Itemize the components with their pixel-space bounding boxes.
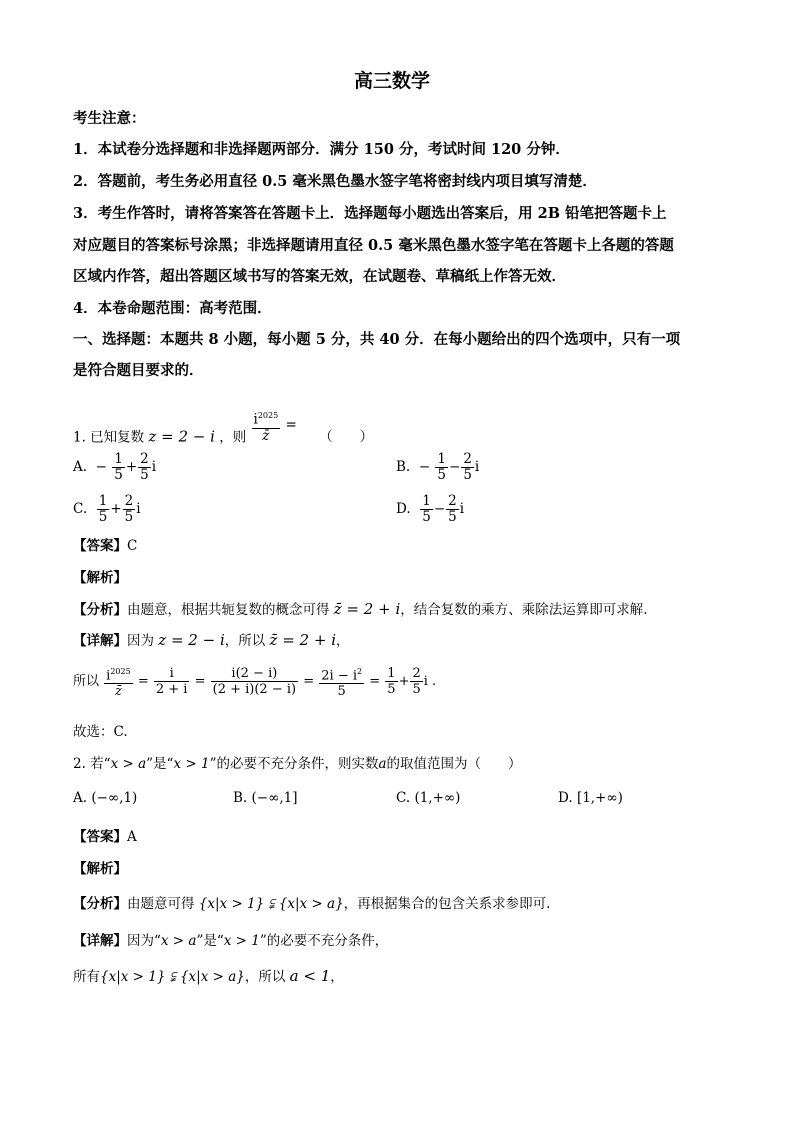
- q1-option-c: C. $\frac{1}{5}$ + $\frac{2}{5}$ i: [73, 493, 141, 525]
- q1-blank: （ ）: [319, 429, 374, 446]
- q1-fenxi: 【分析】由题意，根据共轭复数的概念可得 z̄ = 2 + i，结合复数的乘方、乘除法运算即可求解.: [73, 600, 648, 618]
- notice-heading: 考生注意：: [73, 110, 146, 127]
- q1-expr: z = 2 − i: [148, 427, 215, 446]
- notice-item-3-cont: 对应题目的答案标号涂黑；非选择题请用直径 0.5 毫米黑色墨水签字笔在答题卡上各题的答题: [73, 237, 674, 254]
- q1-mid: ，则: [219, 429, 247, 446]
- q1-conclusion: 故选：C.: [73, 724, 128, 740]
- q1-xiangjie: 【详解】因为 z = 2 − i，所以 z̄ = 2 + i，: [73, 631, 350, 649]
- q2-option-b: B. (−∞,1]: [233, 790, 298, 806]
- section-heading-cont: 是符合题目要求的．: [73, 362, 204, 379]
- q2-analysis-tag: 【解析】: [73, 861, 127, 877]
- q2-option-c: C. (1,+∞): [396, 790, 461, 806]
- question-2: 2. 若“x > a”是“x > 1”的必要不充分条件，则实数a的取值范围为（ ）: [73, 756, 522, 772]
- section-heading: 一、选择题：本题共 8 小题，每小题 5 分，共 40 分．在每小题给出的四个选项中，只有一项: [73, 331, 681, 348]
- q2-conclusion: 所有{x|x > 1} ⫋ {x|x > a}，所以 a < 1，: [73, 967, 344, 985]
- q1-answer: 【答案】C: [73, 538, 138, 554]
- q1-fraction: $\frac{i^{2025}}{z̄}$: [252, 408, 281, 444]
- notice-item-2: 2．答题前，考生务必用直径 0.5 毫米黑色墨水签字笔将密封线内项目填写清楚．: [73, 173, 597, 190]
- notice-item-1: 1．本试卷分选择题和非选择题两部分．满分 150 分，考试时间 120 分钟．: [73, 141, 570, 158]
- notice-item-4: 4．本卷命题范围：高考范围．: [73, 300, 272, 317]
- q2-fenxi: 【分析】由题意可得 {x|x > 1} ⫋ {x|x > a}，再根据集合的包含关系求参即可.: [73, 896, 551, 912]
- q1-option-d: D. $\frac{1}{5}$ − $\frac{2}{5}$ i: [396, 493, 465, 525]
- page-title: 高三数学: [354, 70, 431, 92]
- q1-option-a: A. − $\frac{1}{5}$ + $\frac{2}{5}$ i: [73, 451, 157, 483]
- q2-option-d: D. [1,+∞): [558, 790, 623, 806]
- q1-computation: 所以 $\frac{i^{2025}}{z̄}$ = $\frac{i}{2 + i}$ = $\frac{i(2 - i)}{(2 + i)(2 - i)}$ = $\frac{2i - i^2}{5}$ = $\frac{1}{5}$ + $\frac{2}{5}$ i .: [73, 664, 436, 699]
- q1-analysis-tag: 【解析】: [73, 570, 127, 586]
- q1-prefix: 1. 已知复数: [73, 429, 145, 446]
- q2-option-a: A. (−∞,1): [73, 790, 138, 806]
- q1-option-b: B. − $\frac{1}{5}$ − $\frac{2}{5}$ i: [396, 451, 480, 483]
- q2-xiangjie: 【详解】因为“x > a”是“x > 1”的必要不充分条件，: [73, 933, 389, 949]
- notice-item-3-cont2: 区域内作答，超出答题区域书写的答案无效，在试题卷、草稿纸上作答无效．: [73, 268, 566, 285]
- question-1: 1. 已知复数 z = 2 − i ，则 $\frac{i^{2025}}{z̄}$ = （ ）: [73, 420, 373, 456]
- notice-item-3: 3．考生作答时，请将答案答在答题卡上．选择题每小题选出答案后，用 2B 铅笔把答题卡上: [73, 205, 667, 222]
- q2-answer: 【答案】A: [73, 829, 137, 845]
